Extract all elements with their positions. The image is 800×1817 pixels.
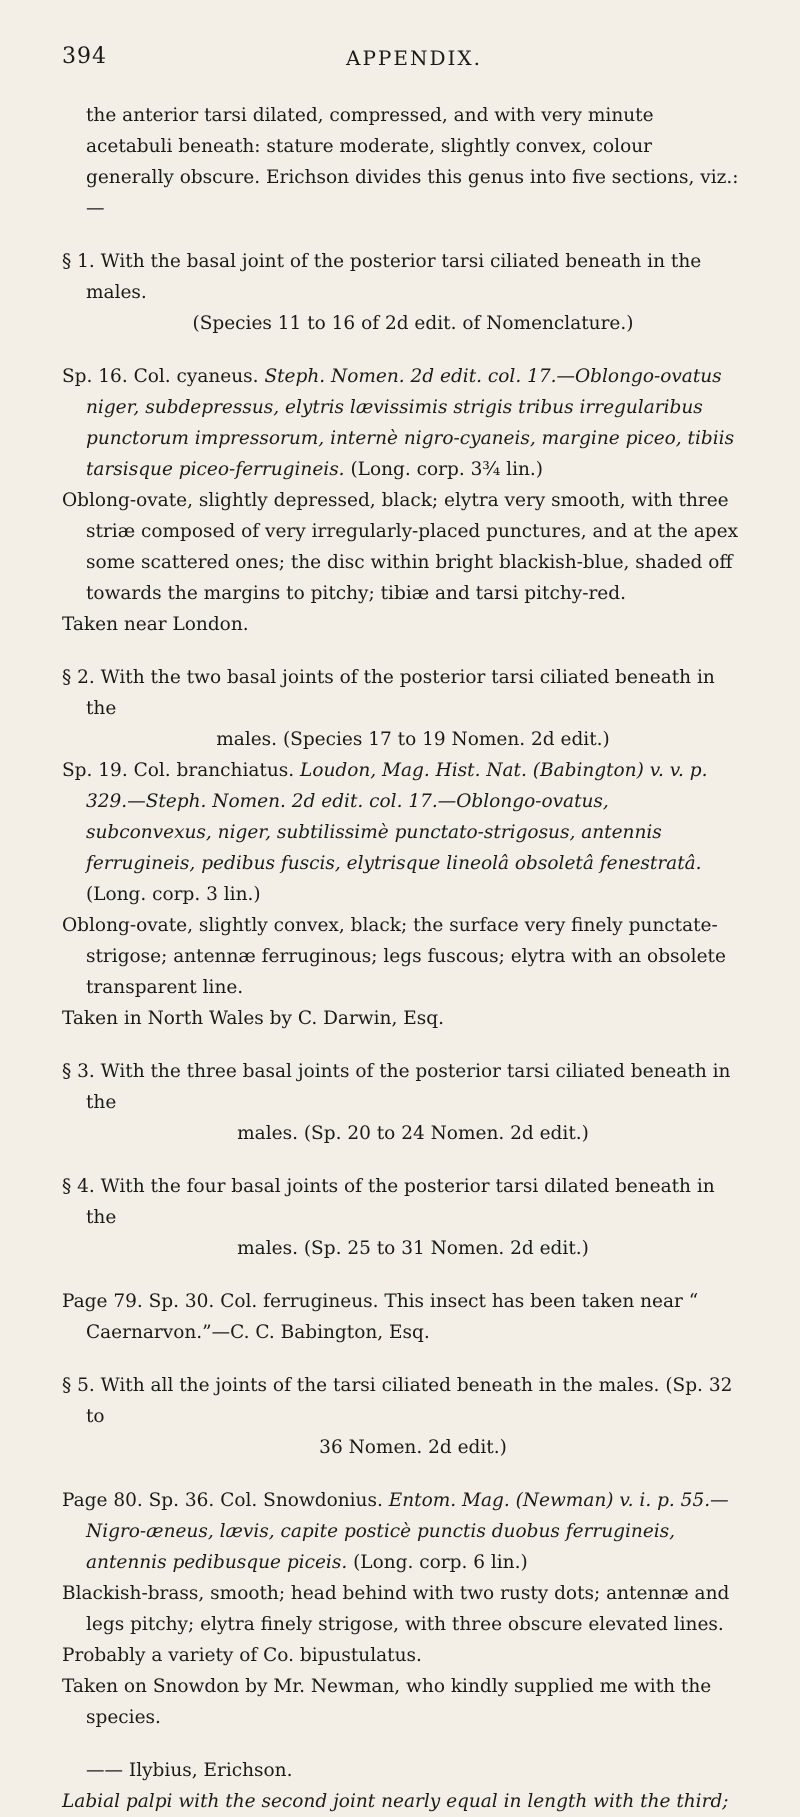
species-19-measure: (Long. corp. 3 lin.) (86, 884, 261, 905)
species-19-entry (62, 755, 740, 910)
species-19-description: Oblong-ovate, slightly convex, black; the surface very finely punctate-strigose; antennæ ferruginous; legs fuscous; elytra with an obsolete transparent line. (62, 915, 726, 998)
page-80-label: Page 80. Sp. 36. Col. Snowdonius. (62, 1490, 383, 1511)
section-4-heading (62, 1171, 740, 1264)
ilybius-heading: —— Ilybius, Erichson. (86, 1760, 293, 1781)
section-3-main: § 3. With the three basal joints of the posterior tarsi ciliated beneath in the (62, 1061, 731, 1113)
section-5-main: § 5. With all the joints of the tarsi ciliated beneath in the males. (Sp. 32 to (62, 1375, 733, 1427)
section-3-heading (62, 1056, 740, 1149)
section-2-heading (62, 662, 740, 755)
running-head (62, 0, 740, 100)
page-80-measure: (Long. corp. 6 lin.) (353, 1552, 528, 1573)
section-5-heading (62, 1370, 740, 1463)
page-80-locality: Taken on Snowdon by Mr. Newman, who kindly supplied me with the species. (62, 1676, 712, 1728)
section-4-main: § 4. With the four basal joints of the posterior tarsi dilated beneath in the (62, 1176, 715, 1228)
section-1-sub: (Species 11 to 16 of 2d edit. of Nomenclature.) (192, 313, 634, 334)
page-body (62, 100, 740, 1817)
page-80-description: Blackish-brass, smooth; head behind with two rusty dots; antennæ and legs pitchy; elytra finely strigose, with three obscure elevated lines. (62, 1583, 730, 1635)
page-80-note: Probably a variety of Co. bipustulatus. (62, 1645, 422, 1666)
page-80-latin: Entom. Mag. (Newman) v. i. p. 55.—Nigro-æneus, lævis, capite posticè punctis duobus ferrugineis, antennis pedibusque piceis. (86, 1490, 729, 1573)
species-16-description: Oblong-ovate, slightly depressed, black; elytra very smooth, with three striæ composed of very irregularly-placed punctures, and at the apex some scattered ones; the disc within bright blackish-blue, shaded off towards the margins to pitchy; tibiæ and tarsi pitchy-red. (62, 490, 738, 604)
running-title: APPENDIX. (346, 46, 482, 70)
section-4-sub: males. (Sp. 25 to 31 Nomen. 2d edit.) (237, 1238, 589, 1259)
page-80-entry (62, 1485, 740, 1578)
page-79-note: Page 79. Sp. 30. Col. ferrugineus. This insect has been taken near “ Caernarvon.”—C. C. Babington, Esq. (62, 1291, 699, 1343)
section-1-main: § 1. With the basal joint of the posterior tarsi ciliated beneath in the males. (62, 251, 702, 303)
species-16-latin: Steph. Nomen. 2d edit. col. 17.—Oblongo-ovatus niger, subdepressus, elytris lævissimis strigis tribus irregularibus punctorum impressorum, internè nigro-cyaneis, margine piceo, tibiis tarsisque piceo-ferrugineis. (86, 366, 735, 480)
page-number: 394 (62, 44, 107, 69)
species-16-entry (62, 361, 740, 485)
species-16-label: Sp. 16. Col. cyaneus. (62, 366, 259, 387)
section-3-sub: males. (Sp. 20 to 24 Nomen. 2d edit.) (237, 1123, 589, 1144)
section-1-heading (62, 246, 740, 339)
section-2-sub: males. (Species 17 to 19 Nomen. 2d edit.) (216, 729, 610, 750)
intro-paragraph: the anterior tarsi dilated, compressed, and with very minute acetabuli beneath: stature moderate, slightly convex, colour generally obscure. Erichson divides this genus into five sections, viz.:— (86, 105, 739, 219)
species-19-locality: Taken in North Wales by C. Darwin, Esq. (62, 1008, 444, 1029)
ilybius-text: Labial palpi with the second joint nearly equal in length with the third; (62, 1791, 729, 1812)
species-16-measure: (Long. corp. 3¾ lin.) (350, 459, 544, 480)
species-19-label: Sp. 19. Col. branchiatus. (62, 760, 295, 781)
species-19-latin: Loudon, Mag. Hist. Nat. (Babington) v. v. p. 329.—Steph. Nomen. 2d edit. col. 17.—Oblongo-ovatus, subconvexus, niger, subtilissimè punctato-strigosus, antennis ferrugineis, pedibus fuscis, elytrisque lineolâ obsoletâ fenestratâ. (86, 760, 708, 874)
species-16-locality: Taken near London. (62, 614, 249, 635)
section-5-sub: 36 Nomen. 2d edit.) (319, 1437, 507, 1458)
section-2-main: § 2. With the two basal joints of the posterior tarsi ciliated beneath in the (62, 667, 715, 719)
